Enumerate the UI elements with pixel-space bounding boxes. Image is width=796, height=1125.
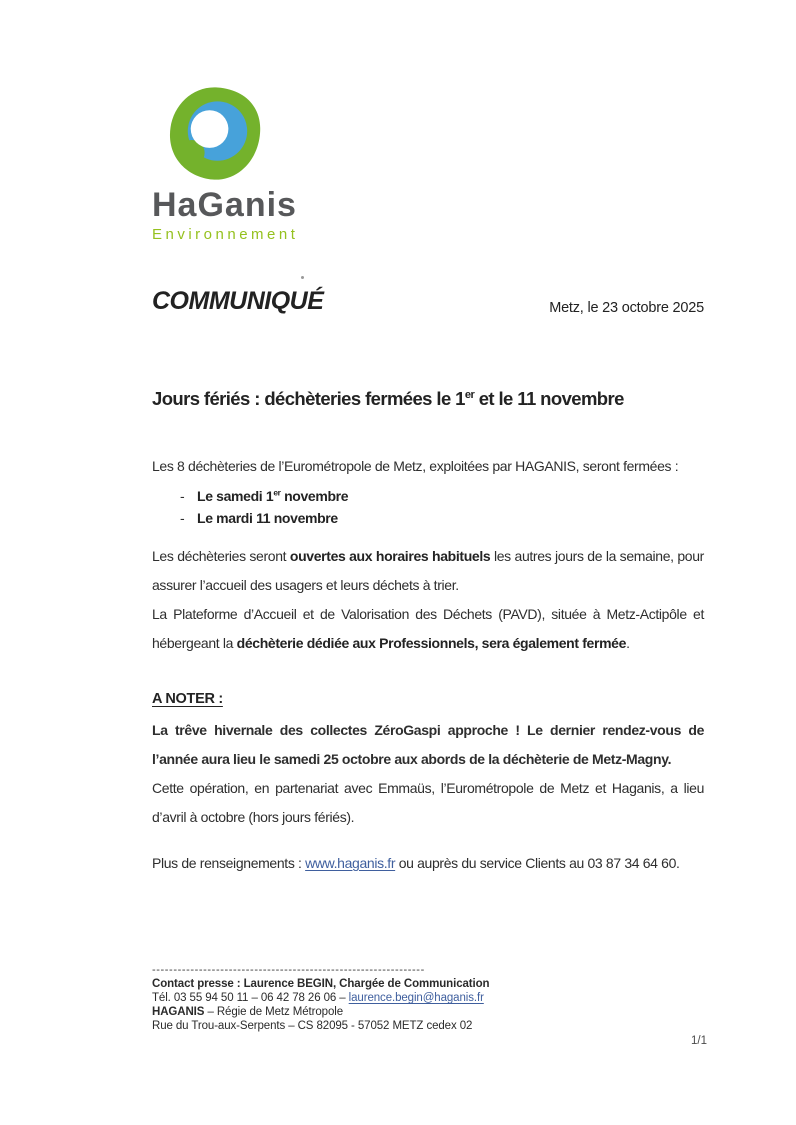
haganis-logo bbox=[152, 85, 704, 243]
note-heading: A NOTER : bbox=[152, 691, 223, 707]
phone-email-line: Tél. 03 55 94 50 11 – 06 42 78 26 06 – laurence.begin@haganis.fr bbox=[152, 992, 484, 1004]
address-line: Rue du Trou-aux-Serpents – CS 82095 - 57052 METZ cedex 02 bbox=[152, 1020, 473, 1032]
email-link[interactable]: laurence.begin@haganis.fr bbox=[348, 992, 484, 1004]
bullet-dash: - bbox=[180, 510, 185, 526]
footer-contact-block bbox=[152, 963, 632, 1033]
list-item-label: Le samedi 1er novembre bbox=[197, 487, 349, 504]
note-paragraph: Cette opération, en partenariat avec Emmaüs, l’Eurométropole de Metz et Haganis, a lieu d’avril à octobre (hors jours fériés). bbox=[152, 780, 704, 825]
bullet-dash: - bbox=[180, 488, 185, 504]
document-title bbox=[152, 388, 704, 410]
list-item bbox=[180, 507, 704, 529]
doc-type-title: COMMUNIQUÉ bbox=[152, 287, 324, 315]
title-text-end: et le 11 novembre bbox=[474, 388, 624, 409]
dateline: Metz, le 23 octobre 2025 bbox=[549, 300, 704, 316]
list-item-label: Le mardi 11 novembre bbox=[197, 510, 338, 526]
haganis-logo-icon bbox=[166, 85, 265, 185]
scan-artifact-dot bbox=[301, 276, 304, 279]
intro-paragraph: Les 8 déchèteries de l’Eurométropole de Metz, exploitées par HAGANIS, seront fermées : bbox=[152, 458, 679, 474]
hours-paragraph: Les déchèteries seront ouvertes aux horaires habituels les autres jours de la semaine, pour assurer l’accueil des usagers et leurs déchets à trier. bbox=[152, 548, 704, 593]
logo-brand-text: HaGanis bbox=[152, 186, 297, 224]
document-header bbox=[152, 287, 704, 316]
title-text: Jours fériés : déchèteries fermées le 1 bbox=[152, 388, 465, 409]
list-item bbox=[180, 485, 704, 507]
pavd-paragraph: La Plateforme d’Accueil et de Valorisation des Déchets (PAVD), située à Metz-Actipôle et hébergeant la déchèterie dédiée aux Professionnels, sera également fermée. bbox=[152, 606, 704, 651]
footer-separator: ---------------------------------------------------------------- bbox=[152, 964, 425, 976]
closure-dates-list bbox=[152, 485, 704, 529]
more-info-line: Plus de renseignements : www.haganis.fr ou auprès du service Clients au 03 87 34 64 60. bbox=[152, 855, 680, 871]
press-contact-line: Contact presse : Laurence BEGIN, Chargée de Communication bbox=[152, 978, 490, 990]
website-link[interactable]: www.haganis.fr bbox=[305, 855, 396, 871]
company-line: HAGANIS – Régie de Metz Métropole bbox=[152, 1006, 344, 1018]
page-number: 1/1 bbox=[691, 1035, 707, 1047]
title-superscript: er bbox=[464, 388, 475, 401]
note-bold-paragraph: La trêve hivernale des collectes ZéroGaspi approche ! Le dernier rendez-vous de l’année aura lieu le samedi 25 octobre aux abords de la déchèterie de Metz-Magny. bbox=[152, 722, 704, 767]
logo-tagline: Environnement bbox=[152, 226, 299, 243]
